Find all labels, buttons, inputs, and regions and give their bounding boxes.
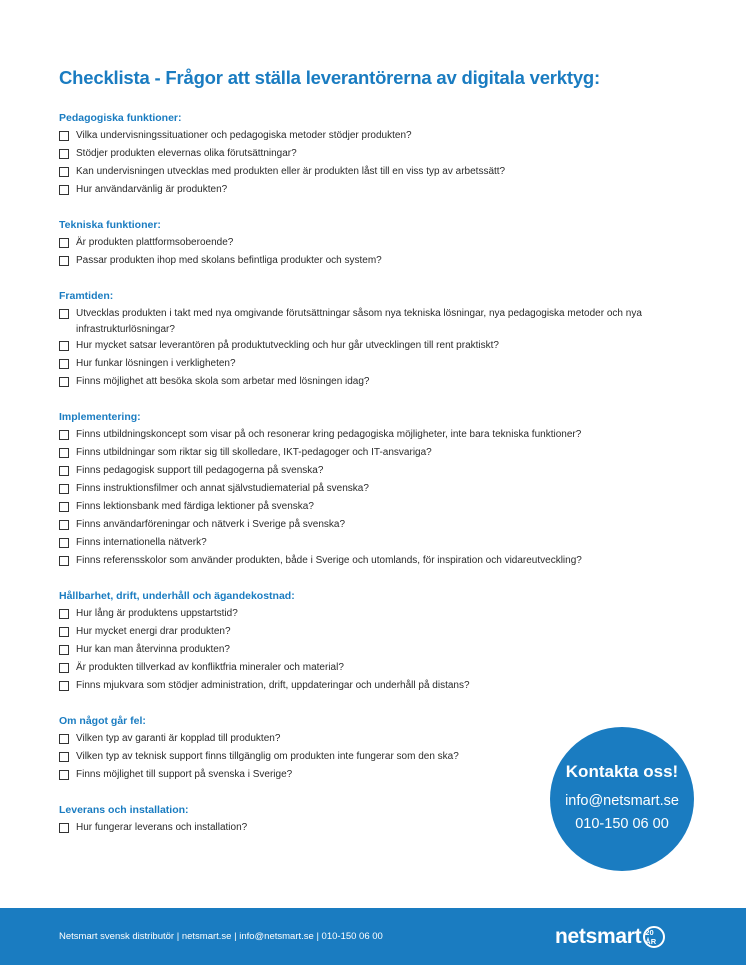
checkbox-icon[interactable] xyxy=(59,752,69,762)
checklist-item-text: Finns användarföreningar och nätverk i Sverige på svenska? xyxy=(76,519,346,530)
checklist-item[interactable] xyxy=(59,182,699,200)
contact-email[interactable]: info@netsmart.se xyxy=(565,793,679,809)
checkbox-icon[interactable] xyxy=(59,256,69,266)
checklist-item-text: Finns lektionsbank med färdiga lektioner på svenska? xyxy=(76,501,314,512)
checklist-item[interactable] xyxy=(59,427,699,445)
checklist-item[interactable] xyxy=(59,128,699,146)
checkbox-icon[interactable] xyxy=(59,609,69,619)
checklist-item[interactable] xyxy=(59,306,699,338)
section-heading: Pedagogiska funktioner: xyxy=(59,112,182,124)
checklist-item-text: Utvecklas produkten i takt med nya omgivande förutsättningar såsom nya tekniska lösningar, nya pedagogiska metoder och nya infrastrukturlösningar? xyxy=(76,308,642,335)
logo-text: netsmart xyxy=(555,925,642,948)
checklist-item[interactable] xyxy=(59,445,699,463)
checklist-item[interactable] xyxy=(59,499,699,517)
checklist-item[interactable] xyxy=(59,678,699,696)
checkbox-icon[interactable] xyxy=(59,149,69,159)
checkbox-icon[interactable] xyxy=(59,430,69,440)
section-heading: Framtiden: xyxy=(59,290,114,302)
checkbox-icon[interactable] xyxy=(59,484,69,494)
anniversary-badge-icon: 20 ÅR xyxy=(643,926,665,948)
contact-title: Kontakta oss! xyxy=(565,762,679,781)
checkbox-icon[interactable] xyxy=(59,770,69,780)
checklist-item-text: Finns instruktionsfilmer och annat självstudiematerial på svenska? xyxy=(76,483,369,494)
section-heading: Implementering: xyxy=(59,411,141,423)
checkbox-icon[interactable] xyxy=(59,734,69,744)
checklist-section xyxy=(59,112,699,200)
checkbox-icon[interactable] xyxy=(59,502,69,512)
checklist-item-text: Är produkten plattformsoberoende? xyxy=(76,237,234,248)
section-heading: Om något går fel: xyxy=(59,715,146,727)
checkbox-icon[interactable] xyxy=(59,341,69,351)
checklist-item-text: Är produkten tillverkad av konfliktfria mineraler och material? xyxy=(76,662,344,673)
checklist-item[interactable] xyxy=(59,606,699,624)
section-heading: Leverans och installation: xyxy=(59,804,189,816)
section-heading: Hållbarhet, drift, underhåll och ägandekostnad: xyxy=(59,590,295,602)
checklist-item-text: Finns pedagogisk support till pedagogerna på svenska? xyxy=(76,465,324,476)
checklist-item[interactable] xyxy=(59,553,699,571)
checkbox-icon[interactable] xyxy=(59,238,69,248)
checkbox-icon[interactable] xyxy=(59,823,69,833)
checkbox-icon[interactable] xyxy=(59,538,69,548)
checklist-item[interactable] xyxy=(59,535,699,553)
checklist-item-text: Finns utbildningskoncept som visar på och resonerar kring pedagogiska möjligheter, inte bara tekniska funktioner? xyxy=(76,429,582,440)
checklist-item-text: Finns mjukvara som stödjer administration, drift, uppdateringar och underhåll på distans? xyxy=(76,680,470,691)
checkbox-icon[interactable] xyxy=(59,663,69,673)
checklist-item-text: Hur lång är produktens uppstartstid? xyxy=(76,608,238,619)
checklist-item-text: Hur funkar lösningen i verkligheten? xyxy=(76,358,236,369)
checklist-item-text: Finns internationella nätverk? xyxy=(76,537,207,548)
checkbox-icon[interactable] xyxy=(59,185,69,195)
footer-bar xyxy=(0,908,746,965)
page-title: Checklista - Frågor att ställa leverantörerna av digitala verktyg: xyxy=(59,67,600,88)
contact-badge xyxy=(550,727,694,871)
checklist-item-text: Hur kan man återvinna produkten? xyxy=(76,644,230,655)
checklist-item[interactable] xyxy=(59,164,699,182)
checklist-item-text: Finns utbildningar som riktar sig till skolledare, IKT-pedagoger och IT-ansvariga? xyxy=(76,447,432,458)
checkbox-icon[interactable] xyxy=(59,645,69,655)
checklist-item-text: Passar produkten ihop med skolans befintliga produkter och system? xyxy=(76,255,382,266)
checkbox-icon[interactable] xyxy=(59,131,69,141)
checklist-item-text: Finns referensskolor som använder produkten, både i Sverige och utomlands, för inspiration och vidareutveckling? xyxy=(76,555,582,566)
checkbox-icon[interactable] xyxy=(59,556,69,566)
checkbox-icon[interactable] xyxy=(59,377,69,387)
section-heading: Tekniska funktioner: xyxy=(59,219,161,231)
checklist-item[interactable] xyxy=(59,374,699,392)
checkbox-icon[interactable] xyxy=(59,359,69,369)
checklist-item-text: Stödjer produkten elevernas olika förutsättningar? xyxy=(76,148,297,159)
checkbox-icon[interactable] xyxy=(59,448,69,458)
checklist-item[interactable] xyxy=(59,463,699,481)
checkbox-icon[interactable] xyxy=(59,520,69,530)
checklist-item-text: Hur mycket satsar leverantören på produktutveckling och hur går utvecklingen till rent praktiskt? xyxy=(76,340,499,351)
checklist-item-text: Vilken typ av teknisk support finns tillgänglig om produkten inte fungerar som den ska? xyxy=(76,751,459,762)
checklist-item-text: Hur fungerar leverans och installation? xyxy=(76,822,248,833)
checklist-item-text: Hur användarvänlig är produkten? xyxy=(76,184,228,195)
checklist-item[interactable] xyxy=(59,253,699,271)
footer-text: Netsmart svensk distributör | netsmart.se | info@netsmart.se | 010-150 06 00 xyxy=(59,931,383,942)
checklist-item[interactable] xyxy=(59,624,699,642)
checklist-section xyxy=(59,411,699,571)
checkbox-icon[interactable] xyxy=(59,167,69,177)
checklist-item-text: Kan undervisningen utvecklas med produkten eller är produkten låst till en viss typ av arbetssätt? xyxy=(76,166,506,177)
checklist-section xyxy=(59,590,699,696)
checklist-item[interactable] xyxy=(59,235,699,253)
checklist-item[interactable] xyxy=(59,642,699,660)
checklist-item-text: Finns möjlighet att besöka skola som arbetar med lösningen idag? xyxy=(76,376,370,387)
checklist-item[interactable] xyxy=(59,146,699,164)
checklist-item-text: Finns möjlighet till support på svenska i Sverige? xyxy=(76,769,293,780)
checklist-section xyxy=(59,290,699,392)
contact-phone[interactable]: 010-150 06 00 xyxy=(575,816,669,832)
checkbox-icon[interactable] xyxy=(59,627,69,637)
checklist-item[interactable] xyxy=(59,356,699,374)
checkbox-icon[interactable] xyxy=(59,681,69,691)
checklist-item[interactable] xyxy=(59,481,699,499)
checklist-item-text: Vilka undervisningssituationer och pedagogiska metoder stödjer produkten? xyxy=(76,130,412,141)
checklist-item-text: Hur mycket energi drar produkten? xyxy=(76,626,231,637)
netsmart-logo xyxy=(555,925,665,949)
checklist-section xyxy=(59,219,699,271)
checklist-item[interactable] xyxy=(59,517,699,535)
checkbox-icon[interactable] xyxy=(59,466,69,476)
checklist-item[interactable] xyxy=(59,338,699,356)
checklist-item-text: Vilken typ av garanti är kopplad till produkten? xyxy=(76,733,281,744)
checklist-item[interactable] xyxy=(59,660,699,678)
checkbox-icon[interactable] xyxy=(59,309,69,319)
